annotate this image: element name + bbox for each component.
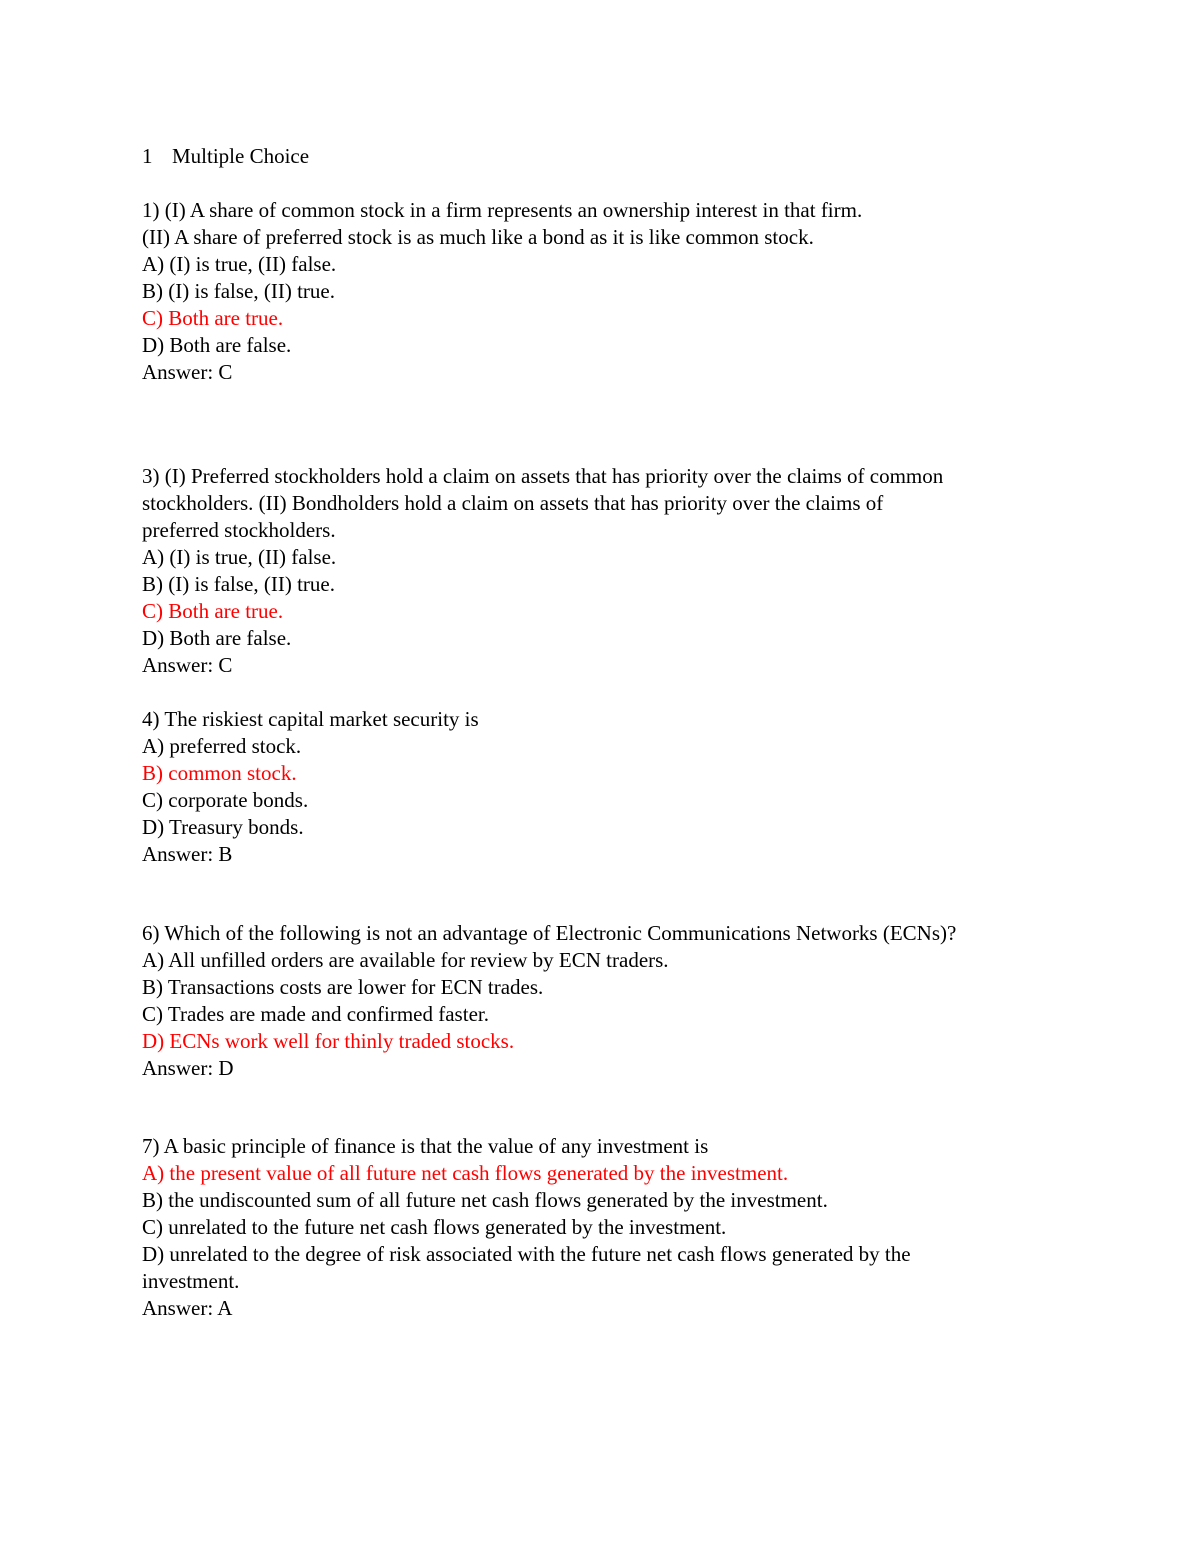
q7-option-d-line2: investment. [142,1269,240,1293]
q3-answer: Answer: C [142,653,233,677]
q3-option-c-correct: C) Both are true. [142,599,284,623]
q1-stem-line1: 1) (I) A share of common stock in a firm represents an ownership interest in that firm. [142,198,863,222]
q6-option-c: C) Trades are made and confirmed faster. [142,1002,489,1026]
q3-stem-line3: preferred stockholders. [142,518,336,542]
q1-stem-line2: (II) A share of preferred stock is as much like a bond as it is like common stock. [142,225,814,249]
q7-stem-line1: 7) A basic principle of finance is that the value of any investment is [142,1134,709,1158]
q1-option-c-correct: C) Both are true. [142,306,284,330]
q1-option-a: A) (I) is true, (II) false. [142,252,337,276]
q7-option-b: B) the undiscounted sum of all future net cash flows generated by the investment. [142,1188,828,1212]
q4-option-a: A) preferred stock. [142,734,302,758]
q6-option-a: A) All unfilled orders are available for review by ECN traders. [142,948,669,972]
q4-stem-line1: 4) The riskiest capital market security is [142,707,479,731]
q4-option-c: C) corporate bonds. [142,788,309,812]
q4-answer: Answer: B [142,842,233,866]
q6-option-d-correct: D) ECNs work well for thinly traded stocks. [142,1029,515,1053]
q3-stem-line2: stockholders. (II) Bondholders hold a claim on assets that has priority over the claims of [142,491,884,515]
q1-option-d: D) Both are false. [142,333,292,357]
q4-option-d: D) Treasury bonds. [142,815,304,839]
q7-option-c: C) unrelated to the future net cash flows generated by the investment. [142,1215,727,1239]
q1-answer: Answer: C [142,360,233,384]
section-number: 1 [142,144,153,168]
q1-option-b: B) (I) is false, (II) true. [142,279,335,303]
section-title: Multiple Choice [172,144,310,168]
q3-option-a: A) (I) is true, (II) false. [142,545,337,569]
section-heading [142,143,309,170]
q7-option-d-line1: D) unrelated to the degree of risk associated with the future net cash flows generated by the [142,1242,911,1266]
q6-stem-line1: 6) Which of the following is not an advantage of Electronic Communications Networks (ECNs)? [142,921,957,945]
q4-option-b-correct: B) common stock. [142,761,297,785]
q6-answer: Answer: D [142,1056,234,1080]
q3-option-d: D) Both are false. [142,626,292,650]
q7-option-a-correct: A) the present value of all future net cash flows generated by the investment. [142,1161,789,1185]
q7-answer: Answer: A [142,1296,233,1320]
q3-option-b: B) (I) is false, (II) true. [142,572,335,596]
q3-stem-line1: 3) (I) Preferred stockholders hold a claim on assets that has priority over the claims of common [142,464,944,488]
q6-option-b: B) Transactions costs are lower for ECN trades. [142,975,544,999]
